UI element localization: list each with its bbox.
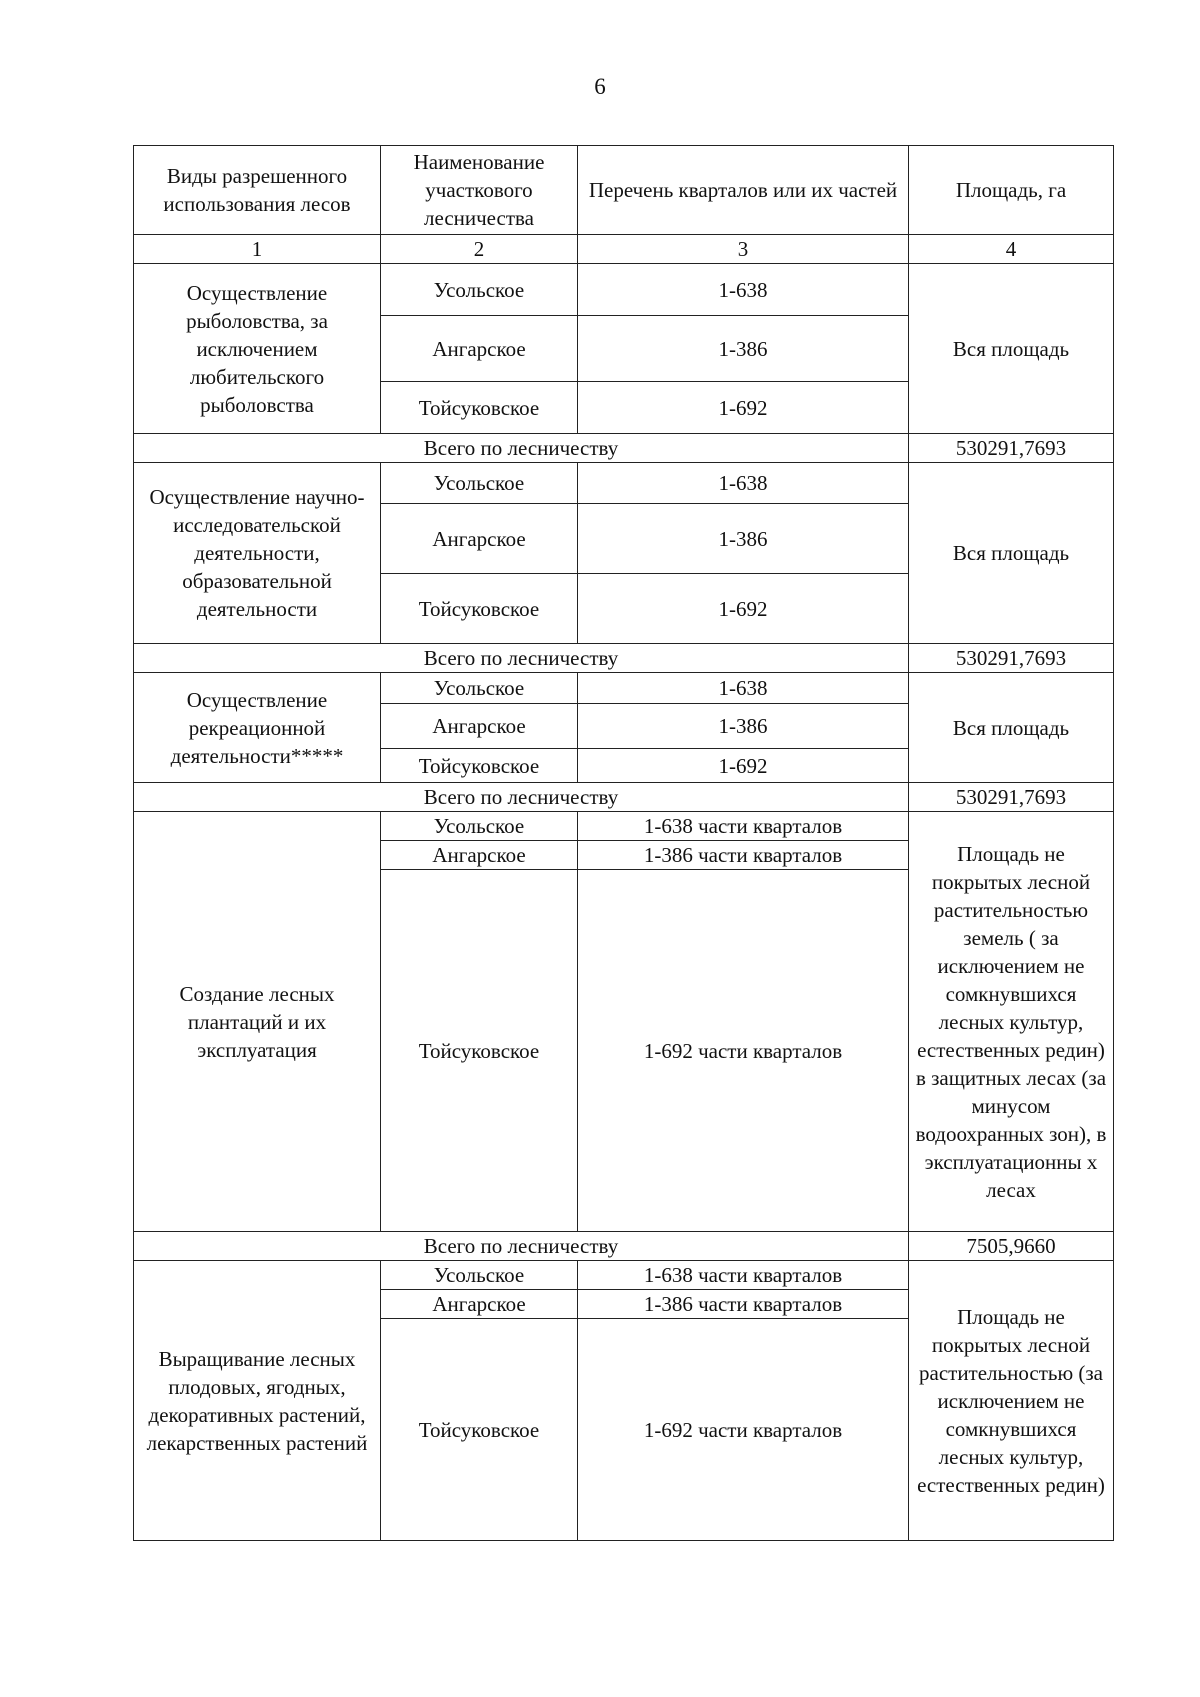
forestry-cell: Тойсуковское	[381, 382, 578, 434]
header-forestry: Наименование участкового лесничества	[381, 146, 578, 235]
quarters-cell: 1-692 части кварталов	[578, 1319, 909, 1541]
total-value: 530291,7693	[909, 644, 1114, 673]
forestry-cell: Тойсуковское	[381, 870, 578, 1232]
column-number-row	[134, 235, 1114, 264]
area-cell: Вся площадь	[909, 264, 1114, 434]
area-cell: Площадь не покрытых лесной растительностью (за исключением не сомкнувшихся лесных культур, естественных редин)	[909, 1261, 1114, 1541]
forestry-cell: Тойсуковское	[381, 749, 578, 783]
total-label: Всего по лесничеству	[134, 644, 909, 673]
table-row	[134, 463, 1114, 504]
area-cell: Вся площадь	[909, 463, 1114, 644]
use-type-cell: Осуществление научно-исследовательской деятельности, образовательной деятельности	[134, 463, 381, 644]
total-label: Всего по лесничеству	[134, 783, 909, 812]
use-type-cell: Выращивание лесных плодовых, ягодных, декоративных растений, лекарственных растений	[134, 1261, 381, 1541]
forestry-cell: Тойсуковское	[381, 574, 578, 644]
total-value: 7505,9660	[909, 1232, 1114, 1261]
total-row	[134, 783, 1114, 812]
page-number: 6	[594, 74, 606, 99]
forestry-cell: Усольское	[381, 812, 578, 841]
forestry-cell: Усольское	[381, 673, 578, 704]
header-row	[134, 146, 1114, 235]
quarters-cell: 1-386	[578, 704, 909, 749]
use-type-cell: Осуществление рекреационной деятельности*****	[134, 673, 381, 783]
quarters-cell: 1-692	[578, 574, 909, 644]
column-number: 2	[381, 235, 578, 264]
table-row	[134, 812, 1114, 841]
total-label: Всего по лесничеству	[134, 434, 909, 463]
quarters-cell: 1-386 части кварталов	[578, 1290, 909, 1319]
area-cell: Вся площадь	[909, 673, 1114, 783]
header-area: Площадь, га	[909, 146, 1114, 235]
quarters-cell: 1-638	[578, 673, 909, 704]
total-label: Всего по лесничеству	[134, 1232, 909, 1261]
column-number: 1	[134, 235, 381, 264]
forestry-cell: Усольское	[381, 264, 578, 316]
quarters-cell: 1-692	[578, 749, 909, 783]
use-type-cell: Создание лесных плантаций и их эксплуатация	[134, 812, 381, 1232]
quarters-cell: 1-638 части кварталов	[578, 1261, 909, 1290]
table-row	[134, 1261, 1114, 1290]
use-type-cell: Осуществление рыболовства, за исключением любительского рыболовства	[134, 264, 381, 434]
forestry-cell: Ангарское	[381, 1290, 578, 1319]
column-number: 4	[909, 235, 1114, 264]
table-row	[134, 673, 1114, 704]
header-use-type: Виды разрешенного использования лесов	[134, 146, 381, 235]
quarters-cell: 1-638	[578, 463, 909, 504]
area-cell: Площадь не покрытых лесной растительностью земель ( за исключением не сомкнувшихся лесных культур, естественных редин) в защитных лесах (за минусом водоохранных зон), в эксплуатационны х лесах	[909, 812, 1114, 1232]
table-row	[134, 264, 1114, 316]
forestry-cell: Усольское	[381, 463, 578, 504]
column-number: 3	[578, 235, 909, 264]
forest-use-table	[133, 145, 1114, 1541]
quarters-cell: 1-692	[578, 382, 909, 434]
forestry-cell: Тойсуковское	[381, 1319, 578, 1541]
total-value: 530291,7693	[909, 434, 1114, 463]
forestry-cell: Усольское	[381, 1261, 578, 1290]
quarters-cell: 1-386 части кварталов	[578, 841, 909, 870]
forestry-cell: Ангарское	[381, 841, 578, 870]
forestry-cell: Ангарское	[381, 504, 578, 574]
total-row	[134, 644, 1114, 673]
forestry-cell: Ангарское	[381, 704, 578, 749]
quarters-cell: 1-638	[578, 264, 909, 316]
quarters-cell: 1-386	[578, 504, 909, 574]
quarters-cell: 1-692 части кварталов	[578, 870, 909, 1232]
quarters-cell: 1-638 части кварталов	[578, 812, 909, 841]
total-row	[134, 434, 1114, 463]
forestry-cell: Ангарское	[381, 316, 578, 382]
total-value: 530291,7693	[909, 783, 1114, 812]
quarters-cell: 1-386	[578, 316, 909, 382]
total-row	[134, 1232, 1114, 1261]
header-quarters: Перечень кварталов или их частей	[578, 146, 909, 235]
